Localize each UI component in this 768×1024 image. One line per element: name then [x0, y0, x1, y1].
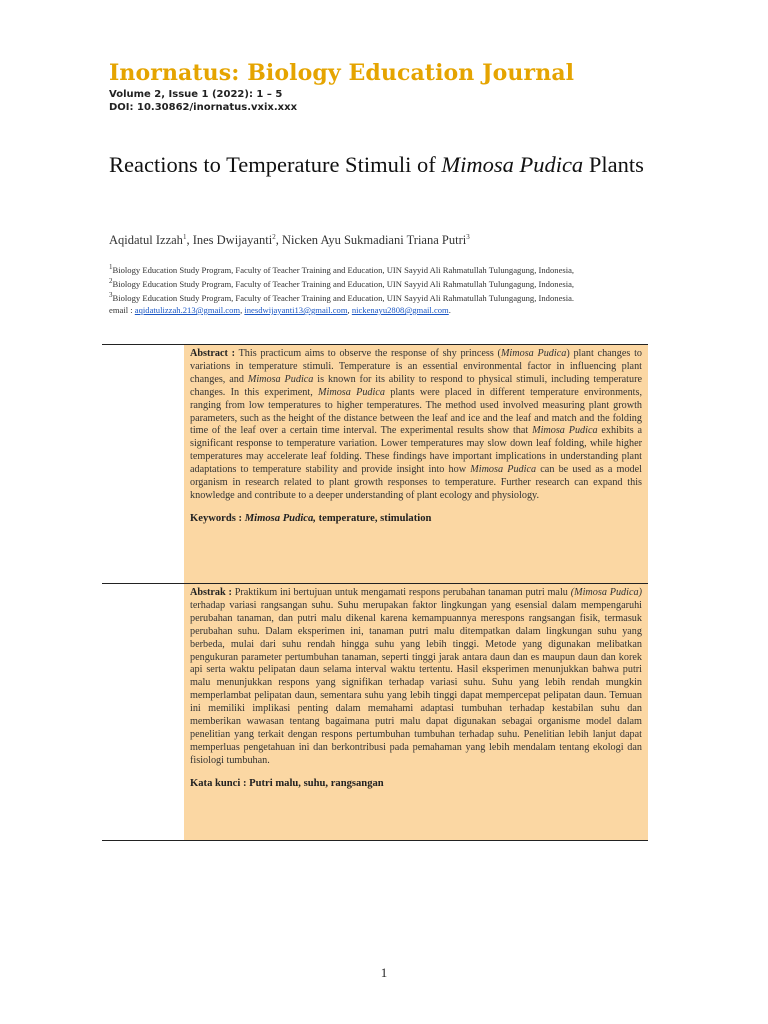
email-link[interactable]: inesdwijayanti13@gmail.com: [244, 305, 348, 315]
keywords-text: temperature, stimulation: [315, 512, 432, 524]
abstrak-text: [190, 587, 642, 768]
species-name: (Mimosa Pudica): [570, 587, 642, 598]
species-name: Mimosa Pudica: [470, 464, 537, 476]
affiliations: [109, 262, 574, 304]
affiliation-sup: 3: [109, 290, 113, 299]
keywords-italic: Mimosa Pudica,: [244, 512, 316, 524]
kata-kunci-text: Putri malu, suhu, rangsangan: [249, 777, 384, 789]
author-name: Nicken Ayu Sukmadiani Triana Putri: [281, 233, 467, 248]
keywords-line: [190, 513, 642, 526]
abstrak-label: Abstrak :: [190, 587, 232, 598]
affiliation-line: [109, 262, 574, 276]
abstract-text: is known for its ability to respond to physical stimuli, including temperature changes. In this experiment,: [190, 373, 642, 398]
affiliation-sup: 2: [109, 276, 113, 285]
email-sep: ,: [347, 305, 352, 315]
species-name: Mimosa Pudica: [532, 425, 598, 437]
journal-title: Inornatus: Biology Education Journal: [109, 60, 575, 86]
abstract-text: exhibits a significant response to temperature variation. Lower temperatures may slow down leaf folding, while higher temperatures may accelerate leaf folding. These findings have important implications in understanding plant adaptations to temperature stability and provide insight into how: [190, 425, 643, 476]
title-species: Mimosa Pudica: [441, 152, 584, 177]
affiliation-text: Biology Education Study Program, Faculty of Teacher Training and Education, UIN Sayyid Ali Rahmatullah Tulungagung, Indonesia,: [112, 278, 575, 289]
abstract-en-cell: [184, 345, 648, 583]
author-sep: ,: [275, 233, 282, 248]
email-label: email :: [109, 305, 135, 315]
species-name: Mimosa Pudica: [247, 373, 314, 385]
author-sup: 3: [466, 233, 470, 241]
kata-kunci-line: [190, 778, 642, 791]
abstract-text: plants were placed in different temperature environments, ranging from low temperatures to higher temperatures. The method used involved measuring plant growth parameters, such as the height of the distance between the leaf and ice and the leaf and match and the folding time of the leaf over a certain time interval. The experimental results show that: [190, 386, 643, 437]
email-line: [109, 305, 451, 315]
author-name: Aqidatul Izzah: [109, 233, 183, 248]
species-name: Mimosa Pudica: [318, 386, 385, 398]
title-text: Reactions to Temperature Stimuli of: [109, 152, 436, 177]
email-link[interactable]: nickenayu2808@gmail.com: [351, 305, 449, 315]
abstract-text: can be used as a model organism in research related to plant growth responses to temperature. Further research can expand this knowledge and contribute to a deeper understanding of plant ecology and physiology.: [190, 464, 643, 501]
abstract-en-text: [190, 348, 642, 503]
title-end: Plants: [588, 152, 644, 177]
email-sep: ,: [240, 305, 245, 315]
keywords-label: Keywords :: [190, 512, 245, 524]
abstract-text: This practicum aims to observe the response of shy princess (: [235, 348, 501, 359]
abstrak-body: Praktikum ini bertujuan untuk mengamati respons perubahan tanaman putri malu: [231, 587, 571, 598]
email-link[interactable]: aqidatulizzah.213@gmail.com: [134, 305, 241, 315]
abstract-label: Abstract :: [190, 348, 236, 359]
abstract-text: ) plant changes to variations in temperature stimuli. Temperature is an essential environmental factor in influencing plant changes, and: [190, 348, 642, 385]
article-title: [109, 150, 669, 179]
species-name: Mimosa Pudica: [500, 348, 567, 359]
author-name: Ines Dwijayanti: [192, 233, 273, 248]
email-end: .: [448, 305, 451, 315]
affiliation-text: Biology Education Study Program, Faculty of Teacher Training and Education, UIN Sayyid Ali Rahmatullah Tulungagung, Indonesia,: [112, 264, 575, 275]
kata-kunci-label: Kata kunci :: [190, 777, 250, 789]
doi-line: DOI: 10.30862/inornatus.vxix.xxx: [109, 102, 298, 113]
volume-line: Volume 2, Issue 1 (2022): 1 – 5: [109, 89, 283, 100]
author-sup: 1: [182, 233, 187, 241]
affiliation-sup: 1: [109, 263, 113, 271]
affiliation-line: [109, 290, 574, 304]
abstrak-body: terhadap variasi rangsangan suhu. Suhu merupakan faktor lingkungan yang esensial dalam mempengaruhi perubahan tanaman, dan putri malu dikenal karena kemampuannya merespons rangsangan fisik, termasuk perubahan suhu. Dalam eksperimen ini, tanaman putri malu ditempatkan dalam lingkungan suhu yang berbeda, mulai dari suhu rendah hingga suhu yang lebih tinggi. Metode yang digunakan melibatkan pengukuran parameter pertumbuhan tanaman, seperti tinggi jarak antara daun dan es maupun daun dan korek api serta waktu pelipatan daun selama interval waktu tertentu. Hasil eksperimen menunjukkan bahwa putri malu menunjukkan respons yang signifikan terhadap variasi suhu. Suhu yang lebih rendah mungkin memperlambat pelipatan daun, sementara suhu yang lebih tinggi dapat mempercepat pelipatan daun. Temuan ini memiliki implikasi penting dalam memahami adaptasi tumbuhan terhadap kestabilan suhu dan memberikan wawasan tentang bagaimana putri malu dapat digunakan sebagai organisme model dalam penelitian yang terkait dengan respons pertumbuhan tumbuhan terhadap suhu. Penelitian lebih lanjut dapat memperluas pengetahuan ini dan berkontribusi pada pemahaman yang lebih mendalam tentang ekologi dan fisiologi tumbuhan.: [190, 599, 642, 766]
author-sep: ,: [186, 233, 193, 248]
abstract-bottom-rule: [102, 840, 648, 841]
page-number: 1: [380, 965, 388, 980]
abstract-id-cell: [184, 584, 648, 840]
author-sup: 2: [272, 233, 276, 241]
affiliation-text: Biology Education Study Program, Faculty of Teacher Training and Education, UIN Sayyid Ali Rahmatullah Tulungagung, Indonesia.: [112, 292, 575, 303]
affiliation-line: [109, 276, 574, 290]
author-list: [109, 233, 470, 248]
